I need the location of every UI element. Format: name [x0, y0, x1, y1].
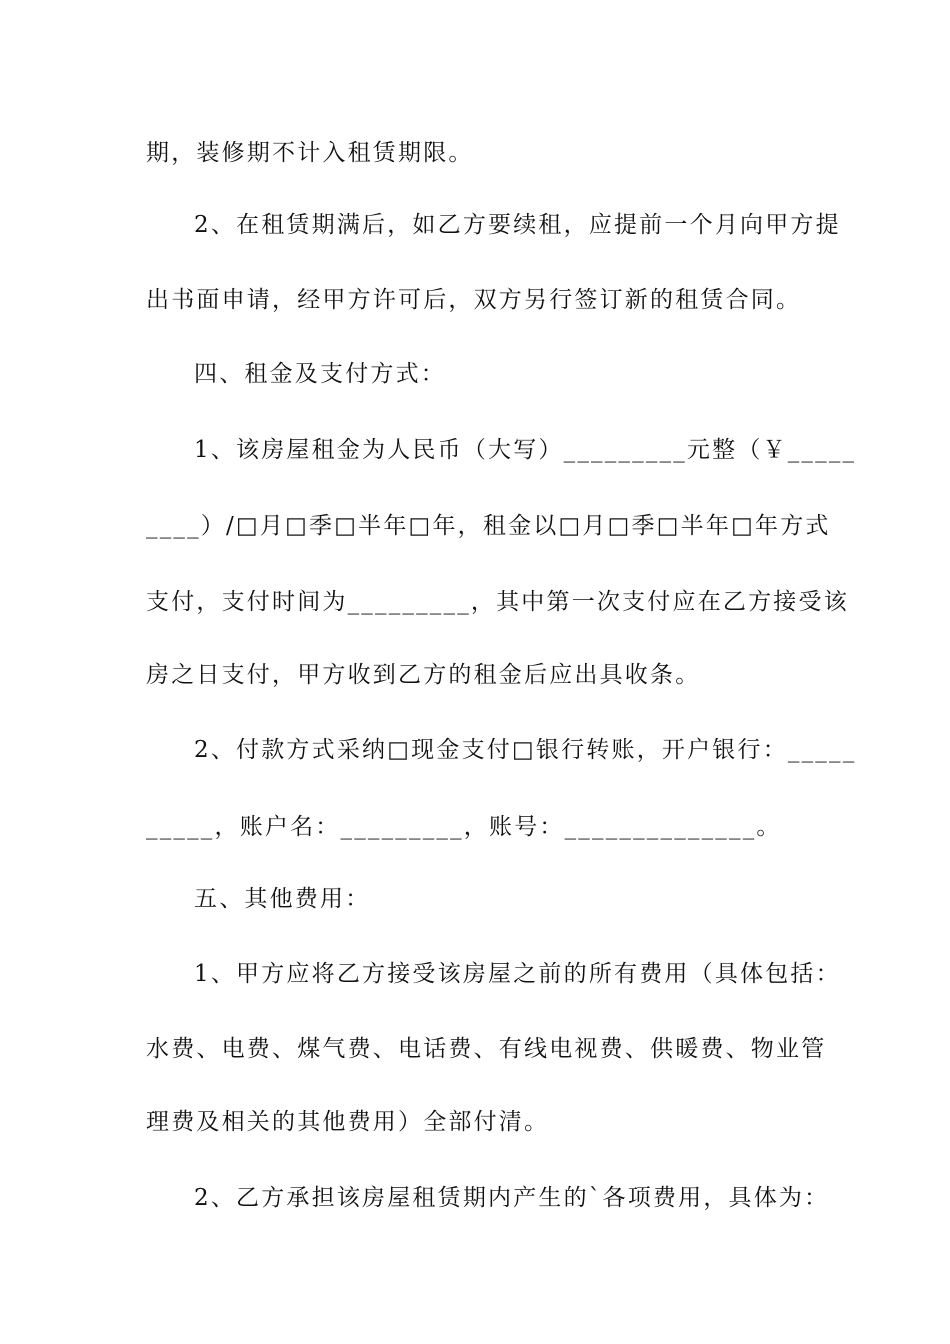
paragraph-line-7: 支付，支付时间为_________，其中第一次支付应在乙方接受该: [146, 589, 849, 615]
paragraph-line-2: 2、在租赁期满后，如乙方要续租，应提前一个月向甲方提: [194, 212, 841, 238]
paragraph-line-14: 理费及相关的其他费用）全部付清。: [146, 1109, 550, 1135]
section-heading-rent: 四、租金及支付方式：: [194, 361, 446, 387]
section-heading-other-fees: 五、其他费用：: [194, 886, 371, 912]
paragraph-line-3: 出书面申请，经甲方许可后，双方另行签订新的租赁合同。: [146, 287, 802, 313]
paragraph-line-5: 1、该房屋租金为人民币（大写）_________元整（￥_____: [194, 437, 857, 463]
paragraph-line-6: ____）/□月□季□半年□年，租金以□月□季□半年□年方式: [146, 513, 831, 539]
paragraph-line-15: 2、乙方承担该房屋租赁期内产生的`各项费用，具体为：: [194, 1185, 830, 1211]
paragraph-line-9: 2、付款方式采纳□现金支付□银行转账，开户银行：_____: [194, 737, 857, 763]
paragraph-line-8: 房之日支付，甲方收到乙方的租金后应出具收条。: [146, 662, 701, 688]
paragraph-line-10: _____，账户名：_________，账号：______________。: [146, 814, 782, 840]
paragraph-line-1: 期，装修期不计入租赁期限。: [146, 140, 474, 166]
paragraph-line-12: 1、甲方应将乙方接受该房屋之前的所有费用（具体包括：: [194, 961, 841, 987]
paragraph-line-13: 水费、电费、煤气费、电话费、有线电视费、供暖费、物业管: [146, 1036, 827, 1062]
